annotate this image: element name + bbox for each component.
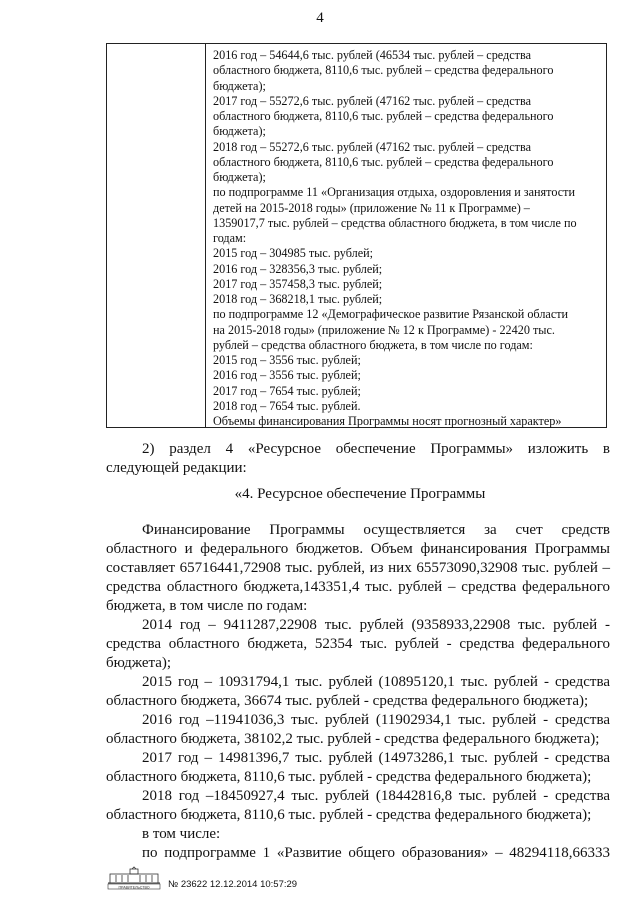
body-text-line: 2017 год – 14981396,7 тыс. рублей (14973286,1 тыс. рублей - средства	[142, 750, 610, 766]
amendment-line: следующей редакции:	[106, 460, 247, 476]
body-text-line: бюджета, в том числе по годам:	[106, 598, 308, 614]
body-text-line: 2018 год –18450927,4 тыс. рублей (18442816,8 тыс. рублей - средства	[142, 788, 610, 804]
table-cell-line: по подпрограмме 11 «Организация отдыха, оздоровления и занятости	[213, 185, 575, 200]
section-heading: «4. Ресурсное обеспечение Программы	[234, 486, 486, 502]
table-cell-line: рублей – средства областного бюджета, в том числе по годам:	[213, 337, 533, 352]
body-text-line: составляет 65716441,72908 тыс. рублей, из них 65573090,32908 тыс. рублей –	[106, 560, 610, 576]
section-body	[106, 521, 610, 863]
table-cell-line: 2015 год – 3556 тыс. рублей;	[213, 353, 361, 367]
body-text-line: областного бюджета, 38102,2 тыс. рублей - средства федерального бюджета);	[106, 731, 600, 747]
body-text-line: 2015 год – 10931794,1 тыс. рублей (10895120,1 тыс. рублей - средства	[142, 674, 610, 690]
electronic-signature-stamp: № 23622 12.12.2014 10:57:29	[168, 879, 298, 890]
government-building-icon	[106, 866, 162, 890]
body-text-line: бюджета);	[106, 655, 172, 671]
table-cell-line: детей на 2015-2018 годы» (приложение № 11 к Программе) –	[213, 200, 530, 215]
table-cell-line: 2015 год – 304985 тыс. рублей;	[213, 246, 374, 261]
table-cell-line: 2016 год – 328356,3 тыс. рублей;	[213, 261, 383, 276]
table-cell-line: 2018 год – 7654 тыс. рублей.	[213, 398, 361, 413]
body-text-line: по подпрограмме 1 «Развитие общего образования» – 48294118,66333	[142, 845, 610, 861]
table-cell-line: областного бюджета, 8110,6 тыс. рублей – средства федерального	[213, 63, 554, 78]
table-cell-line: 2017 год – 7654 тыс. рублей;	[213, 383, 361, 398]
body-text-line: областного бюджета, 8110,6 тыс. рублей - средства федерального бюджета);	[106, 807, 592, 823]
table-column-divider	[205, 44, 206, 427]
table-cell-line: бюджета);	[213, 170, 266, 184]
body-text-line: областного бюджета, 36674 тыс. рублей - средства федерального бюджета);	[106, 693, 589, 709]
amendment-line: 2) раздел 4 «Ресурсное обеспечение Программы» изложить в	[142, 441, 610, 457]
document-footer	[106, 866, 366, 892]
table-cell-line: 2017 год – 55272,6 тыс. рублей (47162 тыс. рублей – средства	[213, 93, 531, 108]
body-text-line: Финансирование Программы осуществляется за счет средств	[142, 522, 610, 538]
logo-caption: ПРАВИТЕЛЬСТВО	[118, 885, 150, 890]
page-number: 4	[316, 10, 324, 26]
body-text-line: в том числе:	[142, 826, 221, 842]
table-cell-line: бюджета);	[213, 78, 266, 93]
table-cell-line: 2016 год – 54644,6 тыс. рублей (46534 тыс. рублей – средства	[213, 48, 531, 62]
amendment-paragraph	[106, 440, 610, 478]
table-cell-line: 2017 год – 357458,3 тыс. рублей;	[213, 276, 383, 291]
table-cell-line: по подпрограмме 12 «Демографическое развитие Рязанской области	[213, 307, 569, 322]
body-text-line: 2016 год –11941036,3 тыс. рублей (11902934,1 тыс. рублей - средства	[142, 712, 610, 728]
body-text-line: 2014 год – 9411287,22908 тыс. рублей (9358933,22908 тыс. рублей -	[142, 617, 610, 633]
table-cell-line: областного бюджета, 8110,6 тыс. рублей – средства федерального	[213, 109, 554, 123]
table-cell-line: на 2015-2018 годы» (приложение № 12 к Программе) - 22420 тыс.	[213, 322, 555, 337]
table-cell-line: годам:	[213, 231, 247, 245]
body-text-line: областного и федерального бюджетов. Объем финансирования Программы	[106, 541, 610, 557]
table-cell-financing-text	[213, 48, 603, 429]
body-text-line: областного бюджета, 8110,6 тыс. рублей - средства федерального бюджета);	[106, 769, 592, 785]
table-cell-line: 2018 год – 368218,1 тыс. рублей;	[213, 292, 383, 306]
body-text-line: средства областного бюджета,143351,4 тыс. рублей – средства федерального	[106, 579, 610, 595]
table-cell-line: 2018 год – 55272,6 тыс. рублей (47162 тыс. рублей – средства	[213, 139, 531, 154]
body-text-line: средства областного бюджета, 52354 тыс. рублей - средства федерального	[106, 636, 610, 652]
table-cell-line: 1359017,7 тыс. рублей – средства областного бюджета, в том числе по	[213, 215, 577, 230]
table-cell-line: 2016 год – 3556 тыс. рублей;	[213, 368, 361, 383]
table-cell-line: областного бюджета, 8110,6 тыс. рублей – средства федерального	[213, 154, 554, 169]
financing-table	[106, 43, 607, 428]
table-cell-line: Объемы финансирования Программы носят прогнозный характер»	[213, 414, 562, 428]
table-cell-line: бюджета);	[213, 124, 266, 139]
